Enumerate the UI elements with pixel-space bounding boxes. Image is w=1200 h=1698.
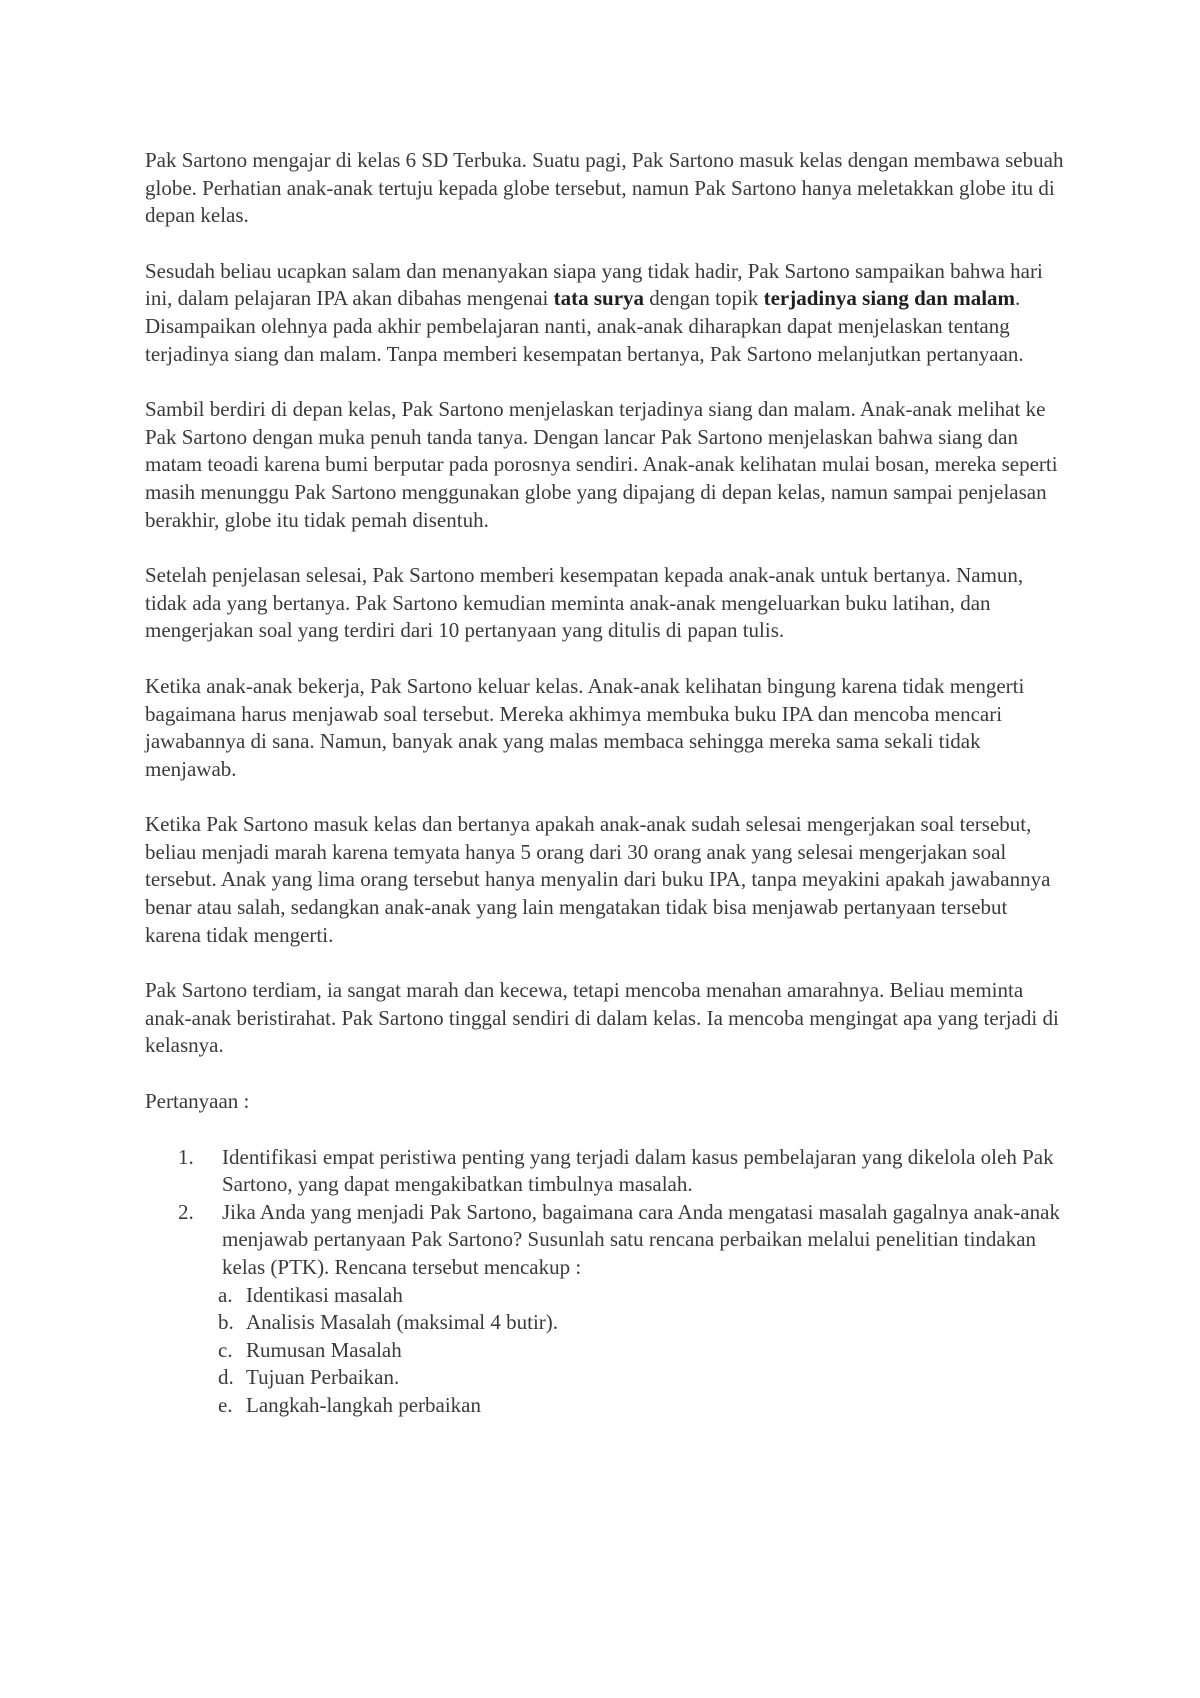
sub-item-letter-a: a. [218,1282,233,1307]
paragraph-7-text: Pak Sartono terdiam, ia sangat marah dan kecewa, tetapi mencoba menahan amarahnya. Beliau meminta anak-anak beristirahat. Pak Sartono tinggal sendiri di dalam kelas. Ia mencoba mengingat apa yang terjadi di kelasnya. [145,978,1059,1058]
sub-item-letter-e: e. [218,1392,233,1417]
sub-item-a [218,1282,1065,1310]
bold-phrase-tata-surya: tata surya [553,286,645,311]
paragraph-2-text-part-2: dengan topik [644,286,764,311]
sub-item-text-c: Rumusan Masalah [246,1337,402,1362]
paragraph-2-text-part-3: . Disampaikan olehnya pada akhir pembelajaran nanti, anak-anak diharapkan dapat menjelaskan tentang terjadinya siang dan malam. Tanpa memberi kesempatan bertanya, Pak Sartono melanjutkan pertanyaan. [145,286,1024,366]
sub-item-b [218,1309,1065,1337]
paragraph-3 [145,396,1065,534]
questions-heading: Pertanyaan : [145,1089,250,1114]
sub-item-letter-c: c. [218,1337,233,1362]
question-item-1 [145,1144,1065,1199]
question-number-2: 2. [178,1199,194,1224]
questions-list [145,1144,1065,1420]
paragraph-1 [145,147,1065,230]
paragraph-5 [145,673,1065,783]
paragraph-1-text: Pak Sartono mengajar di kelas 6 SD Terbuka. Suatu pagi, Pak Sartono masuk kelas dengan membawa sebuah globe. Perhatian anak-anak tertuju kepada globe tersebut, namun Pak Sartono hanya meletakkan globe itu di depan kelas. [145,148,1064,228]
question-number-1: 1. [178,1144,194,1169]
sub-item-e [218,1392,1065,1420]
sub-item-d [218,1364,1065,1392]
paragraph-5-text: Ketika anak-anak bekerja, Pak Sartono keluar kelas. Anak-anak kelihatan bingung karena tidak mengerti bagaimana harus menjawab soal tersebut. Mereka akhimya membuka buku IPA dan mencoba mencari jawabannya di sana. Namun, banyak anak yang malas membaca sehingga mereka sama sekali tidak menjawab. [145,673,1025,781]
question-text-2: Jika Anda yang menjadi Pak Sartono, bagaimana cara Anda mengatasi masalah gagalnya anak-anak menjawab pertanyaan Pak Sartono? Susunlah satu rencana perbaikan melalui penelitian tindakan kelas (PTK). Rencana tersebut mencakup : [222,1199,1060,1279]
sub-item-text-a: Identikasi masalah [246,1282,403,1307]
bold-phrase-topic: terjadinya siang dan malam [763,286,1016,311]
paragraph-2-text-part-1: Sesudah beliau ucapkan salam dan menanyakan siapa yang tidak hadir, Pak Sartono sampaikan bahwa hari ini, dalam pelajaran IPA akan dibahas mengenai [145,258,1043,311]
paragraph-3-text: Sambil berdiri di depan kelas, Pak Sartono menjelaskan terjadinya siang dan malam. Anak-anak melihat ke Pak Sartono dengan muka penuh tanda tanya. Dengan lancar Pak Sartono menjelaskan bahwa siang dan matam teoadi karena bumi berputar pada porosnya sendiri. Anak-anak kelihatan mulai bosan, mereka seperti masih menunggu Pak Sartono menggunakan globe yang dipajang di depan kelas, namun sampai penjelasan berakhir, globe itu tidak pemah disentuh. [145,397,1058,532]
paragraph-6 [145,811,1065,949]
sub-item-c [218,1337,1065,1365]
document-page [145,147,1065,1420]
sub-item-letter-d: d. [218,1365,234,1390]
question-2-sub-list [218,1282,1065,1420]
sub-item-text-b: Analisis Masalah (maksimal 4 butir). [246,1310,559,1335]
question-text-1: Identifikasi empat peristiwa penting yang terjadi dalam kasus pembelajaran yang dikelola oleh Pak Sartono, yang dapat mengakibatkan timbulnya masalah. [222,1144,1054,1197]
paragraph-4-text: Setelah penjelasan selesai, Pak Sartono memberi kesempatan kepada anak-anak untuk bertanya. Namun, tidak ada yang bertanya. Pak Sartono kemudian meminta anak-anak mengeluarkan buku latihan, dan mengerjakan soal yang terdiri dari 10 pertanyaan yang ditulis di papan tulis. [145,563,1024,643]
paragraph-4 [145,562,1065,645]
sub-item-text-e: Langkah-langkah perbaikan [246,1392,481,1417]
paragraph-6-text: Ketika Pak Sartono masuk kelas dan bertanya apakah anak-anak sudah selesai mengerjakan soal tersebut, beliau menjadi marah karena temyata hanya 5 orang dari 30 orang anak yang selesai mengerjakan soal tersebut. Anak yang lima orang tersebut hanya menyalin dari buku IPA, tanpa meyakini apakah jawabannya benar atau salah, sedangkan anak-anak yang lain mengatakan tidak bisa menjawab pertanyaan tersebut karena tidak mengerti. [145,812,1051,947]
paragraph-2 [145,258,1065,368]
paragraph-7 [145,977,1065,1060]
sub-item-letter-b: b. [218,1310,234,1335]
sub-item-text-d: Tujuan Perbaikan. [246,1365,400,1390]
question-item-2 [145,1199,1065,1420]
